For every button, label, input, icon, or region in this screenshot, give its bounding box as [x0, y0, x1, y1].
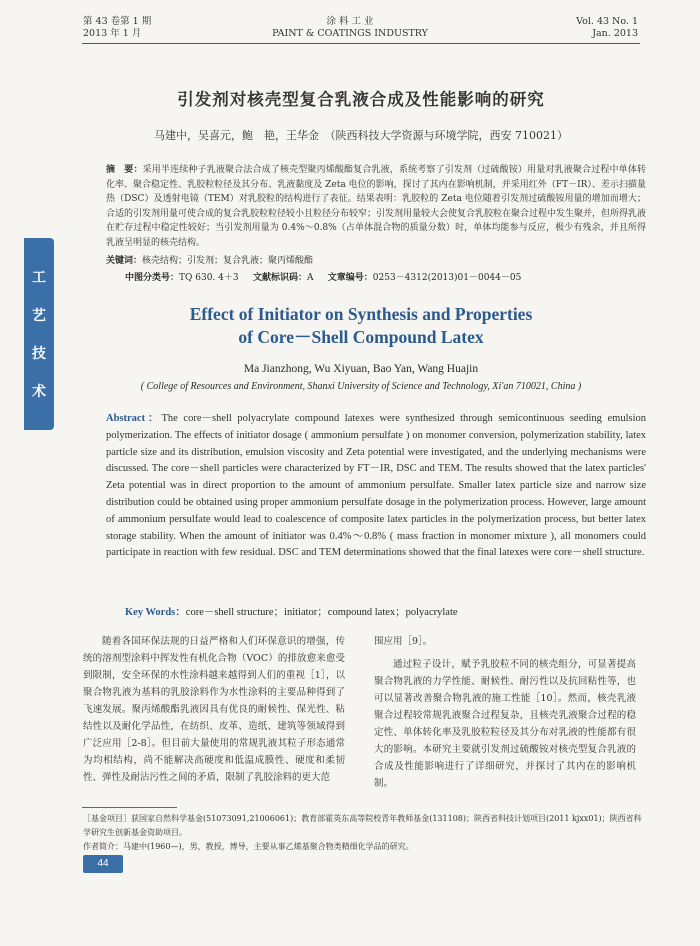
chinese-keywords [106, 254, 646, 268]
section-tab [24, 238, 54, 430]
english-keywords-label: Key Words： [125, 607, 186, 618]
english-title-line: Effect of Initiator on Synthesis and Properties [189, 304, 533, 324]
section-tab-char: 技 [32, 346, 46, 362]
english-affiliation: ( College of Resources and Environment, Shanxi University of Science and Technology, Xi'an 710021, China ) [140, 381, 582, 392]
footnote-divider [82, 807, 177, 808]
header-journal-cn: 涂 料 工 业 [326, 16, 374, 27]
document-code-label: 文献标识码： [252, 273, 307, 283]
class-number-label: 中图分类号： [125, 273, 180, 283]
footnotes [83, 812, 645, 854]
class-number-value: TQ 630. 4＋3 [179, 273, 239, 283]
article-number-value: 0253－4312(2013)01－0044－05 [372, 273, 522, 283]
section-tab-char: 术 [32, 384, 46, 400]
section-tab-char: 工 [32, 270, 46, 286]
header-journal-en: PAINT & COATINGS INDUSTRY [272, 28, 428, 39]
english-authors: Ma Jianzhong, Wu Xiyuan, Bao Yan, Wang Huajin [243, 363, 479, 375]
classification-line [125, 271, 645, 285]
document-code-value: A [306, 273, 314, 283]
header-volume-issue: 第 43 卷第 1 期 [83, 16, 152, 27]
chinese-keywords-text: 核壳结构；引发剂；复合乳液；聚丙烯酸酯 [142, 256, 314, 266]
article-number-label: 文章编号： [327, 273, 373, 283]
body-paragraph: 随着各国环保法规的日益严格和人们环保意识的增强，传统的溶剂型涂料中挥发性有机化合物（VOC）的排放愈来愈受到限制，安全环保的水性涂料越来越得到人们的重视［1］，以聚合物乳液为基料的乳胶涂料作为水性涂料的主要品种得到了飞速发展。聚丙烯酸酯乳液因具有优良的耐候性、保光性、粘结性以及耐化学品性，在纺织、皮革、造纸、建筑等领域得到广泛应用［2-8］。但目前大量使用的常规乳液其粒子形态通常为均相结构，尚不能解决高硬度和低温成膜性、硬度和柔韧性、弹性及耐沾污性之间的矛盾，限制了乳胶涂料的更大范 [83, 636, 345, 783]
footnote-author: 作者简介：马建中(1960—)，男，教授，博导，主要从事乙烯基聚合物类精细化学品的研究。 [83, 842, 414, 851]
body-column-right [374, 633, 636, 792]
english-abstract-text: The core－shell polyacrylate compound latexes were synthesized through semicontinuous seeding emulsion polymerization. The effects of initiator dosage ( ammonium persulfate ) on monomer conversion, polymerization stability, latex particle size and its distribution, emulsion viscosity and Zeta potential were investigated, and the underlying mechanisms were discussed. The core－shell particles were characterized by FT－IR, DSC and TEM. The results showed that the latex particles' Zeta potential was in direct proportion to the amount of ammonium persulfate. Smaller latex particle size and narrow size distribution could be obtained using proper ammonium persulfate dosage in the polymerization process. However, large amount of ammonium persulfate would lead to coalescence of composite latex particles in the polymerization process, but better latex storage stability. When the amount of initiator was 0.4%～0.8% ( mass fraction in monomer mixture ), all monomers could participate in reaction with few residual. DSC and TEM determinations showed that the final latexes were core－shell structure. [106, 413, 646, 559]
header-vol-no: Vol. 43 No. 1 [576, 16, 638, 27]
english-title-line: of Core－Shell Compound Latex [238, 327, 484, 347]
chinese-abstract-text: 采用半连续种子乳液聚合法合成了核壳型聚丙烯酸酯复合乳液，系统考察了引发剂（过硫酸铵）用量对乳液聚合过程中单体转化率、聚合稳定性、乳胶粒粒径及其分布、乳液黏度及 Zeta 电位的影响，探讨了其内在影响机制，并采用红外（FT－IR）、差示扫描量热（DSC）及透射电镜（TEM）对乳胶粒的结构进行了表征。结果表明：乳胶粒的 Zeta 电位随着引发剂过硫酸铵用量的增加而增大；合适的引发剂用量可使合成的复合乳胶粒粒径较小且粒径分布较窄；引发剂用量较大会使复合乳胶粒在聚合过程中发生聚并，但所得乳液在贮存过程中稳定性较好；当引发剂用量为 0.4%～0.8%（占单体混合物的质量分数）时，单体均能参与反应，极少有残余，并且所得乳液呈明显的核壳结构。 [106, 165, 647, 248]
chinese-abstract [106, 163, 646, 250]
header-date: 2013 年 1 月 [83, 28, 142, 39]
header-volume [83, 16, 151, 40]
footnote-fund: ［基金项目］获国家自然科学基金(51073091,21006061)；教育部霍英东高等院校青年教师基金(131108)；陕西省科技计划项目(2011 kjxx01)；陕西省科学研究生创新基金资助项目。 [83, 814, 642, 837]
page-number: 44 [83, 855, 123, 873]
header-divider [82, 43, 640, 44]
english-title [82, 303, 640, 349]
english-abstract [106, 411, 646, 562]
section-tab-char: 艺 [32, 308, 46, 324]
chinese-authors: 马建中，吴喜元，鲍 艳，王华金 （陕西科技大学资源与环境学院，西安 710021） [154, 129, 568, 142]
body-paragraph: 通过粒子设计，赋予乳胶粒不同的核壳组分，可显著提高聚合物乳液的力学性能、耐候性、耐污性以及抗回粘性等，也可以显著改善聚合物乳液的施工性能［10］。然而，核壳乳液聚合过程较常规乳液聚合过程复杂，且核壳乳液聚合过程的稳定性、单体转化率及乳胶粒粒径及其分布对乳液的性能都有很大的影响。本研究主要就引发剂过硫酸铵对核壳型复合乳液的合成及性能影响进行了详细研究，并探讨了其内在的影响机制。 [374, 659, 636, 789]
english-abstract-label: Abstract： [106, 413, 162, 424]
body-column-left [83, 633, 345, 786]
chinese-keywords-label: 关键词： [106, 256, 143, 266]
english-keywords [125, 604, 645, 619]
header-journal [250, 16, 450, 40]
english-keywords-text: core－shell structure；initiator；compound latex；polyacrylate [185, 607, 458, 618]
header-volume-en [576, 16, 638, 40]
header-date-en: Jan. 2013 [592, 28, 638, 39]
chinese-title: 引发剂对核壳型复合乳液合成及性能影响的研究 [177, 90, 545, 109]
chinese-abstract-label: 摘 要： [106, 165, 143, 175]
body-paragraph: 围应用［9］。 [374, 636, 433, 647]
